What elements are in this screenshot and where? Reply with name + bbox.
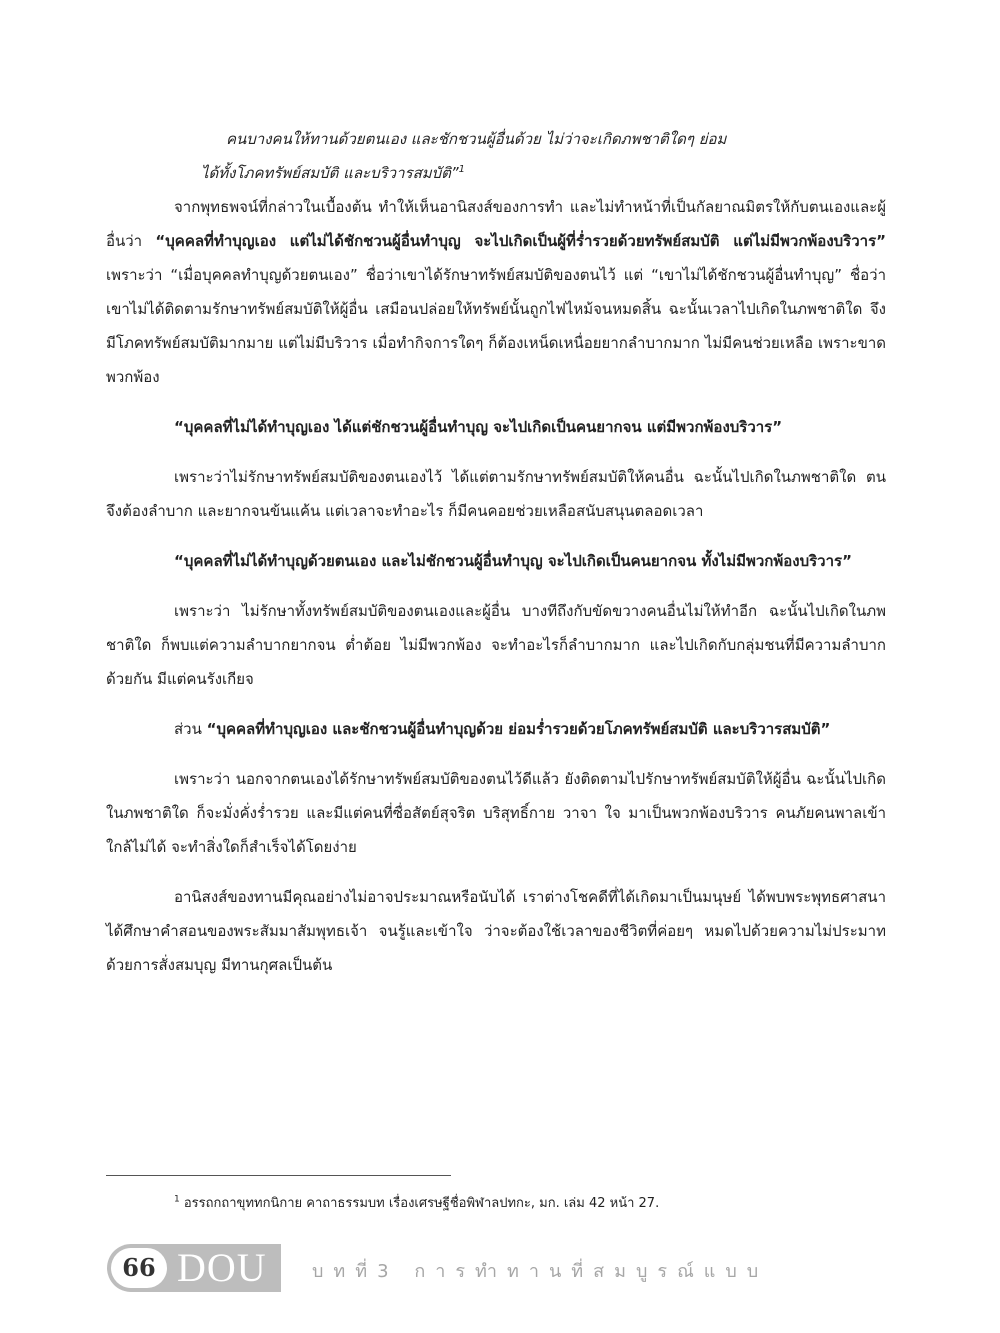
quote-line-2: [106, 156, 886, 190]
paragraph-2: เพราะว่าไม่รักษาทรัพย์สมบัติของตนเองไว้ ได้แต่ตามรักษาทรัพย์สมบัติให้คนอื่น ฉะนั้นไปเกิดในภพชาติใด ตนจึงต้องลำบาก และยากจนข้นแค้น แต่เวลาจะทำอะไร ก็มีคนคอยช่วยเหลือสนับสนุนตลอดเวลา: [106, 468, 886, 520]
footnote-divider: [106, 1175, 451, 1176]
paragraph-1-intro: จากพุทธพจน์ที่กล่าวในเบื้องต้น ทำให้เห็นอานิสงส์ของการทำ และไม่ทำหน้าที่เป็นกัลยาณมิตรให้กับตนเองและผู้อื่นว่า: [106, 198, 886, 250]
heading-4: [106, 712, 886, 746]
quote-line-2-text: ได้ทั้งโภคทรัพย์สมบัติ และบริวารสมบัติ”: [201, 164, 459, 182]
heading-4-prefix: ส่วน: [174, 720, 207, 738]
quote-line-1: คนบางคนให้ทานด้วยตนเอง และชักชวนผู้อื่นด้วย ไม่ว่าจะเกิดภพชาติใดๆ ย่อม: [226, 130, 727, 148]
scripture-quote: [106, 122, 886, 190]
footnote: [174, 1192, 659, 1213]
footer-badge: [107, 1244, 281, 1292]
footnote-text: อรรถกถาขุททกนิกาย คาถาธรรมบท เรื่องเศรษฐีชื่อพิฬาลปทกะ, มก. เล่ม 42 หน้า 27.: [183, 1196, 660, 1211]
footnote-number: 1: [174, 1194, 180, 1205]
heading-4-text: “บุคคลที่ทำบุญเอง และชักชวนผู้อื่นทำบุญด้วย ย่อมร่ำรวยด้วยโภคทรัพย์สมบัติ และบริวารสมบัติ”: [206, 720, 831, 738]
body-text: [106, 122, 886, 982]
heading-2: “บุคคลที่ไม่ได้ทำบุญเอง ได้แต่ชักชวนผู้อื่นทำบุญ จะไปเกิดเป็นคนยากจน แต่มีพวกพ้องบริวาร”: [174, 418, 783, 436]
paragraph-3: เพราะว่า ไม่รักษาทั้งทรัพย์สมบัติของตนเองและผู้อื่น บางทีถึงกับขัดขวางคนอื่นไม่ให้ทำอีก ฉะนั้นไปเกิดในภพชาติใด ก็พบแต่ความลำบากยากจน ต่ำต้อย ไม่มีพวกพ้อง จะทำอะไรก็ลำบากมาก และไปเกิดกับกลุ่มชนที่มีความลำบากด้วยกัน มีแต่คนรังเกียจ: [106, 602, 886, 688]
paragraph-1-heading: “บุคคลที่ทำบุญเอง แต่ไม่ได้ชักชวนผู้อื่นทำบุญ จะไปเกิดเป็นผู้ที่ร่ำรวยด้วยทรัพย์สมบัติ แต่ไม่มีพวกพ้องบริวาร”: [155, 232, 886, 250]
paragraph-4: เพราะว่า นอกจากตนเองได้รักษาทรัพย์สมบัติของตนไว้ดีแล้ว ยังติดตามไปรักษาทรัพย์สมบัติให้ผู้อื่น ฉะนั้นไปเกิดในภพชาติใด ก็จะมั่งคั่งร่ำรวย และมีแต่คนที่ซื่อสัตย์สุจริต บริสุทธิ์กาย วาจา ใจ มาเป็นพวกพ้องบริวาร คนภัยคนพาลเข้าใกล้ไม่ได้ จะทำสิ่งใดก็สำเร็จได้โดยง่าย: [106, 770, 886, 856]
paragraph-1-body: เพราะว่า “เมื่อบุคคลทำบุญด้วยตนเอง” ชื่อว่าเขาได้รักษาทรัพย์สมบัติของตนไว้ แต่ “เขาไม่ได้ชักชวนผู้อื่นทำบุญ” ชื่อว่าเขาไม่ได้ติดตามรักษาทรัพย์สมบัติให้ผู้อื่น เสมือนปล่อยให้ทรัพย์นั้นถูกไฟไหม้จนหมดสิ้น ฉะนั้นเวลาไปเกิดในภพชาติใด จึงมีโภคทรัพย์สมบัติมากมาย แต่ไม่มีบริวาร เมื่อทำกิจการใดๆ ก็ต้องเหน็ดเหนื่อยยากลำบากมาก ไม่มีคนช่วยเหลือ เพราะขาดพวกพ้อง: [106, 266, 886, 386]
paragraph-1: [106, 190, 886, 394]
dou-logo: DOU: [177, 1245, 267, 1290]
paragraph-5: อานิสงส์ของทานมีคุณอย่างไม่อาจประมาณหรือนับได้ เราต่างโชคดีที่ได้เกิดมาเป็นมนุษย์ ได้พบพระพุทธศาสนา ได้ศึกษาคำสอนของพระสัมมาสัมพุทธเจ้า จนรู้และเข้าใจ ว่าจะต้องใช้เวลาของชีวิตที่ค่อยๆ หมดไปด้วยความไม่ประมาท ด้วยการสั่งสมบุญ มีทานกุศลเป็นต้น: [106, 888, 886, 974]
page-number: 66: [111, 1248, 167, 1288]
chapter-title: บทที่3 การทำทานที่สมบูรณ์แบบ: [312, 1261, 769, 1282]
footnote-reference[interactable]: 1: [458, 164, 466, 175]
heading-3: “บุคคลที่ไม่ได้ทำบุญด้วยตนเอง และไม่ชักชวนผู้อื่นทำบุญ จะไปเกิดเป็นคนยากจน ทั้งไม่มีพวกพ้องบริวาร”: [174, 552, 852, 570]
